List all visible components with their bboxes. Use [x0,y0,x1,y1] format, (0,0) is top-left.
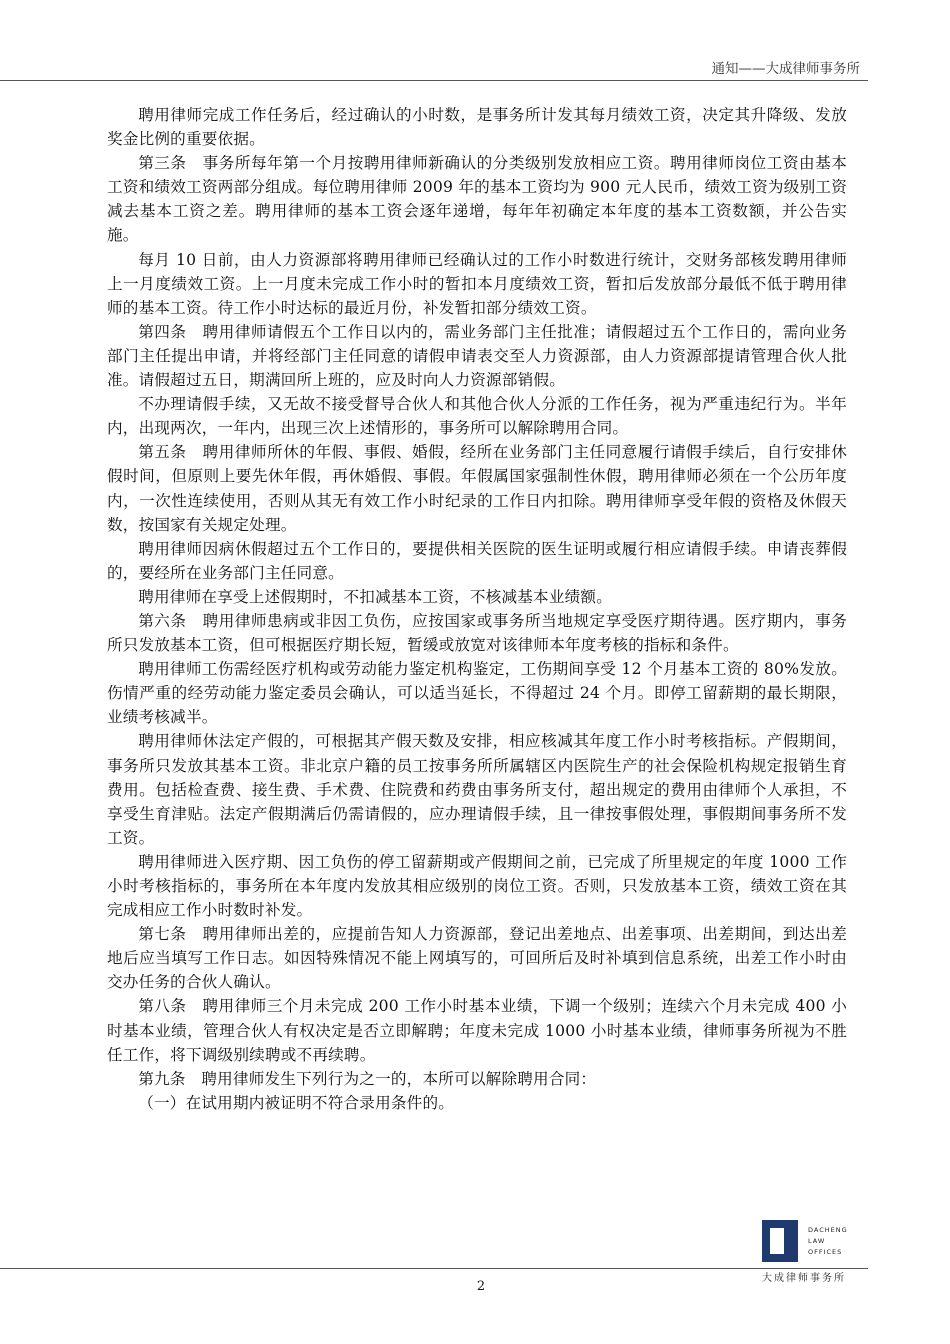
paragraph: 第三条 事务所每年第一个月按聘用律师新确认的分类级别发放相应工资。聘用律师岗位工资由基本工资和绩效工资两部分组成。每位聘用律师 2009 年的基本工资均为 900 元人民币，绩效工资为级别工资减去基本工资之差。聘用律师的基本工资会逐年递增，每年年初确定本年度的基本工资数额，并公告实施。 [107,154,847,245]
paragraph: 聘用律师在享受上述假期时，不扣减基本工资，不核减基本业绩额。 [138,587,613,606]
page-number: 2 [476,1279,486,1294]
paragraph: 聘用律师因病休假超过五个工作日的，要提供相关医院的医生证明或履行相应请假手续。申请丧葬假的，要经所在业务部门主任同意。 [107,539,847,582]
logo-text-line3: OFFICES [808,1248,843,1256]
paragraph: 第七条 聘用律师出差的，应提前告知人力资源部，登记出差地点、出差事项、出差期间，到达出差地后应当填写工作日志。如因特殊情况不能上网填写的，可回所后及时补填到信息系统，出差工作小时由交办任务的合伙人确认。 [107,925,847,992]
paragraph: 聘用律师工伤需经医疗机构或劳动能力鉴定机构鉴定，工伤期间享受 12 个月基本工资的 80%发放。伤情严重的经劳动能力鉴定委员会确认，可以适当延长，不得超过 24 个月。即停工留薪期的最长期限，业绩考核减半。 [107,660,847,727]
paragraph: 不办理请假手续，又无故不接受督导合伙人和其他合伙人分派的工作任务，视为严重违纪行为。半年内，出现两次，一年内，出现三次上述情形的，事务所可以解除聘用合同。 [107,395,847,438]
dacheng-logo [762,1220,882,1282]
paragraph: 第八条 聘用律师三个月未完成 200 工作小时基本业绩，下调一个级别；连续六个月未完成 400 小时基本业绩，管理合伙人有权决定是否立即解聘；年度未完成 1000 小时基本业绩，律师事务所视为不胜任工作，将下调级别续聘或不再续聘。 [107,997,847,1064]
paragraph: 聘用律师进入医疗期、因工负伤的停工留薪期或产假期间之前，已完成了所里规定的年度 1000 工作小时考核指标的，事务所在本年度内发放其相应级别的岗位工资。否则，只发放基本工资，绩效工资在其完成相应工作小时数时补发。 [107,852,847,920]
logo-text-line1: DACHENG [808,1226,848,1234]
paragraph: 第六条 聘用律师患病或非因工负伤，应按国家或事务所当地规定享受医疗期待遇。医疗期内，事务所只发放基本工资，但可根据医疗期长短，暂缓或放宽对该律师本年度考核的指标和条件。 [107,611,847,655]
paragraph: 每月 10 日前，由人力资源部将聘用律师已经确认过的工作小时数进行统计，交财务部核发聘用律师上一月度绩效工资。上一月度未完成工作小时的暂扣本月度绩效工资，暂扣后发放部分最低不低于聘用律师的基本工资。待工作小时达标的最近月份，补发暂扣部分绩效工资。 [107,250,847,317]
logo-text-line2: LAW [808,1237,826,1245]
document-body [107,103,847,1115]
page-header-title: 通知——大成律师事务所 [711,61,860,77]
logo-chinese-name: 大成律师事务所 [762,1273,846,1284]
paragraph: 聘用律师完成工作任务后，经过确认的小时数，是事务所计发其每月绩效工资，决定其升降级、发放奖金比例的重要依据。 [107,106,847,149]
paragraph: （一）在试用期内被证明不符合录用条件的。 [138,1093,455,1112]
header-divider [0,80,868,81]
logo-mark-icon [762,1220,798,1262]
paragraph: 第五条 聘用律师所休的年假、事假、婚假，经所在业务部门主任同意履行请假手续后，自行安排休假时间，但原则上要先休年假，再休婚假、事假。年假属国家强制性休假，聘用律师必须在一个公历年度内，一次性连续使用，否则从其无有效工作小时纪录的工作日内扣除。聘用律师享受年假的资格及休假天数，按国家有关规定处理。 [107,443,847,534]
paragraph: 第四条 聘用律师请假五个工作日以内的，需业务部门主任批准；请假超过五个工作日的，需向业务部门主任提出申请，并将经部门主任同意的请假申请表交至人力资源部，由人力资源部提请管理合伙人批准。请假超过五日，期满回所上班的，应及时向人力资源部销假。 [107,322,847,390]
paragraph: 聘用律师休法定产假的，可根据其产假天数及安排，相应核减其年度工作小时考核指标。产假期间，事务所只发放其基本工资。非北京户籍的员工按事务所所属辖区内医院生产的社会保险机构规定报销生育费用。包括检查费、接生费、手术费、住院费和药费由事务所支付，超出规定的费用由律师个人承担，不享受生育津贴。法定产假期满后仍需请假的，应办理请假手续，且一律按事假处理，事假期间事务所不发工资。 [107,732,847,847]
paragraph: 第九条 聘用律师发生下列行为之一的，本所可以解除聘用合同： [138,1069,597,1088]
footer-divider [0,1268,868,1269]
